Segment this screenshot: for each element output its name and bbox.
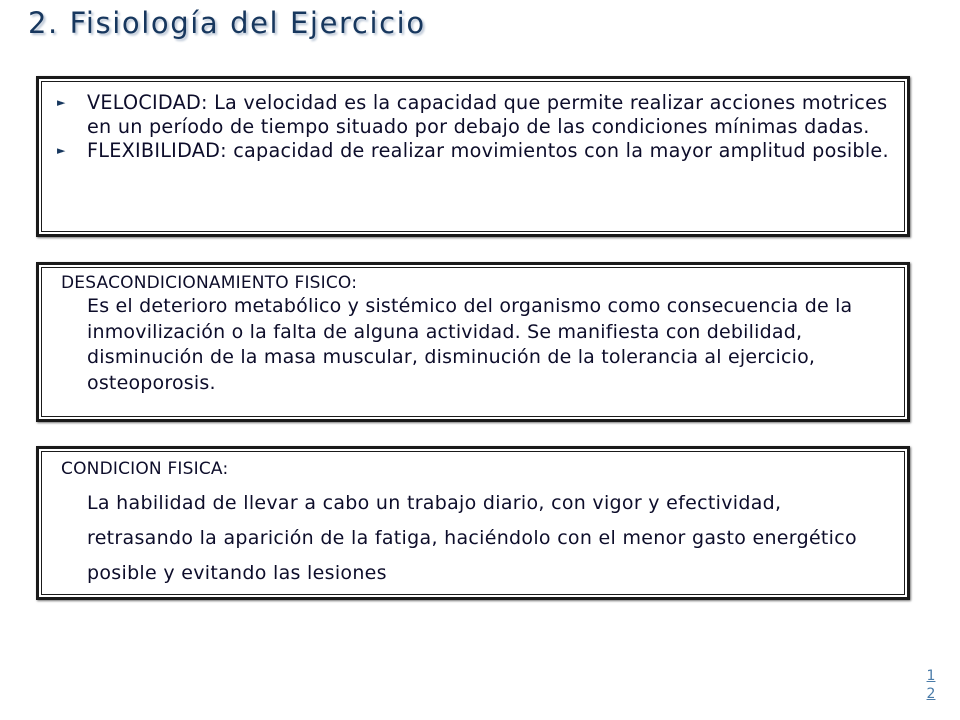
box-heading: DESACONDICIONAMIENTO FISICO: <box>61 273 358 293</box>
triangle-right-icon: ► <box>57 96 66 109</box>
term-label: VELOCIDAD: <box>87 91 208 114</box>
term-definition: La velocidad es la capacidad que permite realizar acciones motrices en un período de tiempo situado por debajo de las condiciones mínimas dadas. <box>87 91 888 138</box>
box-heading: CONDICION FISICA: <box>61 459 229 479</box>
term-label: FLEXIBILIDAD: <box>87 139 227 162</box>
definition-box-desacondicionamiento <box>36 262 910 422</box>
slide-title: 2. Fisiología del Ejercicio <box>28 6 426 40</box>
term-definition: capacidad de realizar movimientos con la mayor amplitud posible. <box>226 139 889 162</box>
list-item-velocidad <box>57 91 893 139</box>
list-item-flexibilidad <box>57 139 893 163</box>
definitions-box-velocidad-flexibilidad <box>36 76 910 237</box>
box-body: La habilidad de llevar a cabo un trabajo diario, con vigor y efectividad, retrasando la aparición de la fatiga, haciéndolo con el menor gasto energético posible y evitando las lesiones <box>87 492 857 584</box>
definition-box-condicion-fisica <box>36 446 910 600</box>
box-body: Es el deterioro metabólico y sistémico del organismo como consecuencia de la inmovilización o la falta de alguna actividad. Se manifiesta con debilidad, disminución de la masa muscular, disminución de la tolerancia al ejercicio, osteoporosis. <box>87 295 853 394</box>
triangle-right-icon: ► <box>57 144 66 157</box>
page-number: 12 <box>926 668 936 702</box>
